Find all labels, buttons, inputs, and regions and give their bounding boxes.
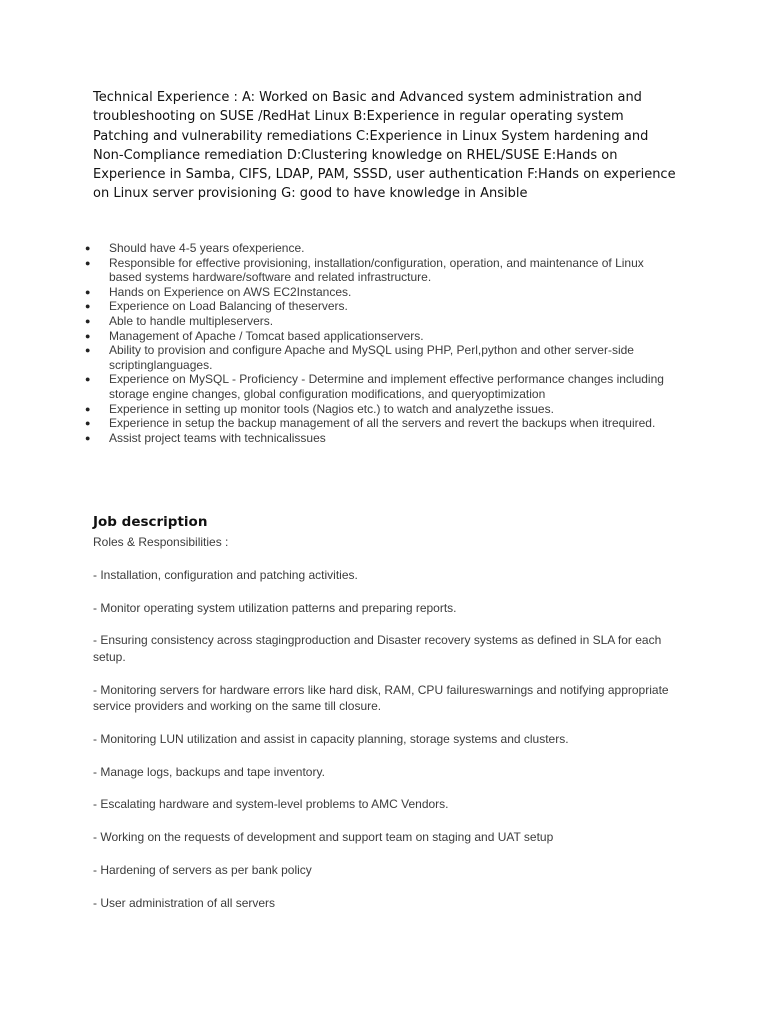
- list-item: [82, 285, 672, 300]
- list-item: [82, 299, 672, 314]
- technical-experience-paragraph: Technical Experience : A: Worked on Basic and Advanced system administration and troubleshooting on SUSE /RedHat Linux B:Experience in regular operating system Patching and vulnerability remediations C:Experience in Linux System hardening and Non-Compliance remediation D:Clustering knowledge on RHEL/SUSE E:Hands on Experience in Samba, CIFS, LDAP, PAM, SSSD, user authentication F:Hands on experience on Linux server provisioning G: good to have knowledge in Ansible: [93, 90, 676, 202]
- list-item-text: Experience in setting up monitor tools (Nagios etc.) to watch and analyzethe issues.: [109, 401, 554, 416]
- requirements-list: [82, 241, 672, 445]
- bullet-icon: ●: [85, 315, 91, 326]
- responsibility-item: - Manage logs, backups and tape inventory.: [93, 764, 325, 779]
- list-item-text: Ability to provision and configure Apache and MySQL using PHP, Perl,python and other server-side scriptinglanguages.: [109, 343, 634, 372]
- roles-heading: Roles & Responsibilities :: [93, 535, 229, 549]
- bullet-icon: ●: [85, 243, 91, 253]
- responsibility-item: - Escalating hardware and system-level problems to AMC Vendors.: [93, 797, 449, 812]
- list-item: [82, 402, 672, 417]
- responsibility-item: - Working on the requests of development and support team on staging and UAT setup: [93, 830, 554, 845]
- list-item: [82, 329, 672, 344]
- responsibility-item: - Ensuring consistency across stagingproduction and Disaster recovery systems as defined in SLA for each setup.: [93, 633, 662, 664]
- bullet-icon: ●: [85, 374, 91, 385]
- responsibility-item: - Hardening of servers as per bank policy: [93, 862, 312, 877]
- responsibility-item: - Monitor operating system utilization patterns and preparing reports.: [93, 600, 457, 615]
- list-item: [82, 241, 672, 256]
- list-item: [82, 343, 672, 372]
- responsibility-item: - Installation, configuration and patching activities.: [93, 567, 358, 582]
- bullet-icon: ●: [85, 330, 91, 341]
- bullet-icon: ●: [85, 403, 91, 414]
- list-item: [82, 372, 672, 401]
- responsibility-item: - Monitoring LUN utilization and assist in capacity planning, storage systems and clusters.: [93, 731, 569, 746]
- list-item-text: Responsible for effective provisioning, installation/configuration, operation, and maintenance of Linux based systems hardware/software and related infrastructure.: [109, 255, 644, 285]
- responsibility-item: - User administration of all servers: [93, 895, 276, 910]
- bullet-icon: ●: [85, 418, 91, 429]
- bullet-icon: ●: [85, 286, 91, 297]
- list-item-text: Assist project teams with technicalissues: [109, 430, 326, 445]
- list-item-text: Experience on Load Balancing of theservers.: [109, 299, 348, 314]
- list-item-text: Experience on MySQL - Proficiency - Determine and implement effective performance changes including storage engine changes, global configuration modifications, and queryoptimization: [109, 372, 664, 401]
- responsibilities-section: [93, 534, 683, 911]
- job-description-title: Job description: [93, 514, 208, 530]
- list-item-text: Should have 4-5 years ofexperience.: [109, 241, 305, 255]
- list-item: [82, 314, 672, 329]
- list-item: [82, 416, 672, 431]
- responsibility-item: - Monitoring servers for hardware errors like hard disk, RAM, CPU failureswarnings and notifying appropriate service providers and working on the same till closure.: [93, 682, 669, 713]
- bullet-icon: ●: [85, 345, 91, 356]
- list-item: [82, 431, 672, 446]
- list-item-text: Hands on Experience on AWS EC2Instances.: [109, 284, 352, 299]
- list-item-text: Management of Apache / Tomcat based applicationservers.: [109, 328, 424, 343]
- bullet-icon: ●: [85, 257, 91, 268]
- list-item-text: Experience in setup the backup management of all the servers and revert the backups when itrequired.: [109, 416, 656, 431]
- bullet-icon: ●: [85, 432, 91, 443]
- bullet-icon: ●: [85, 301, 91, 312]
- list-item: [82, 256, 672, 285]
- list-item-text: Able to handle multipleservers.: [109, 313, 274, 328]
